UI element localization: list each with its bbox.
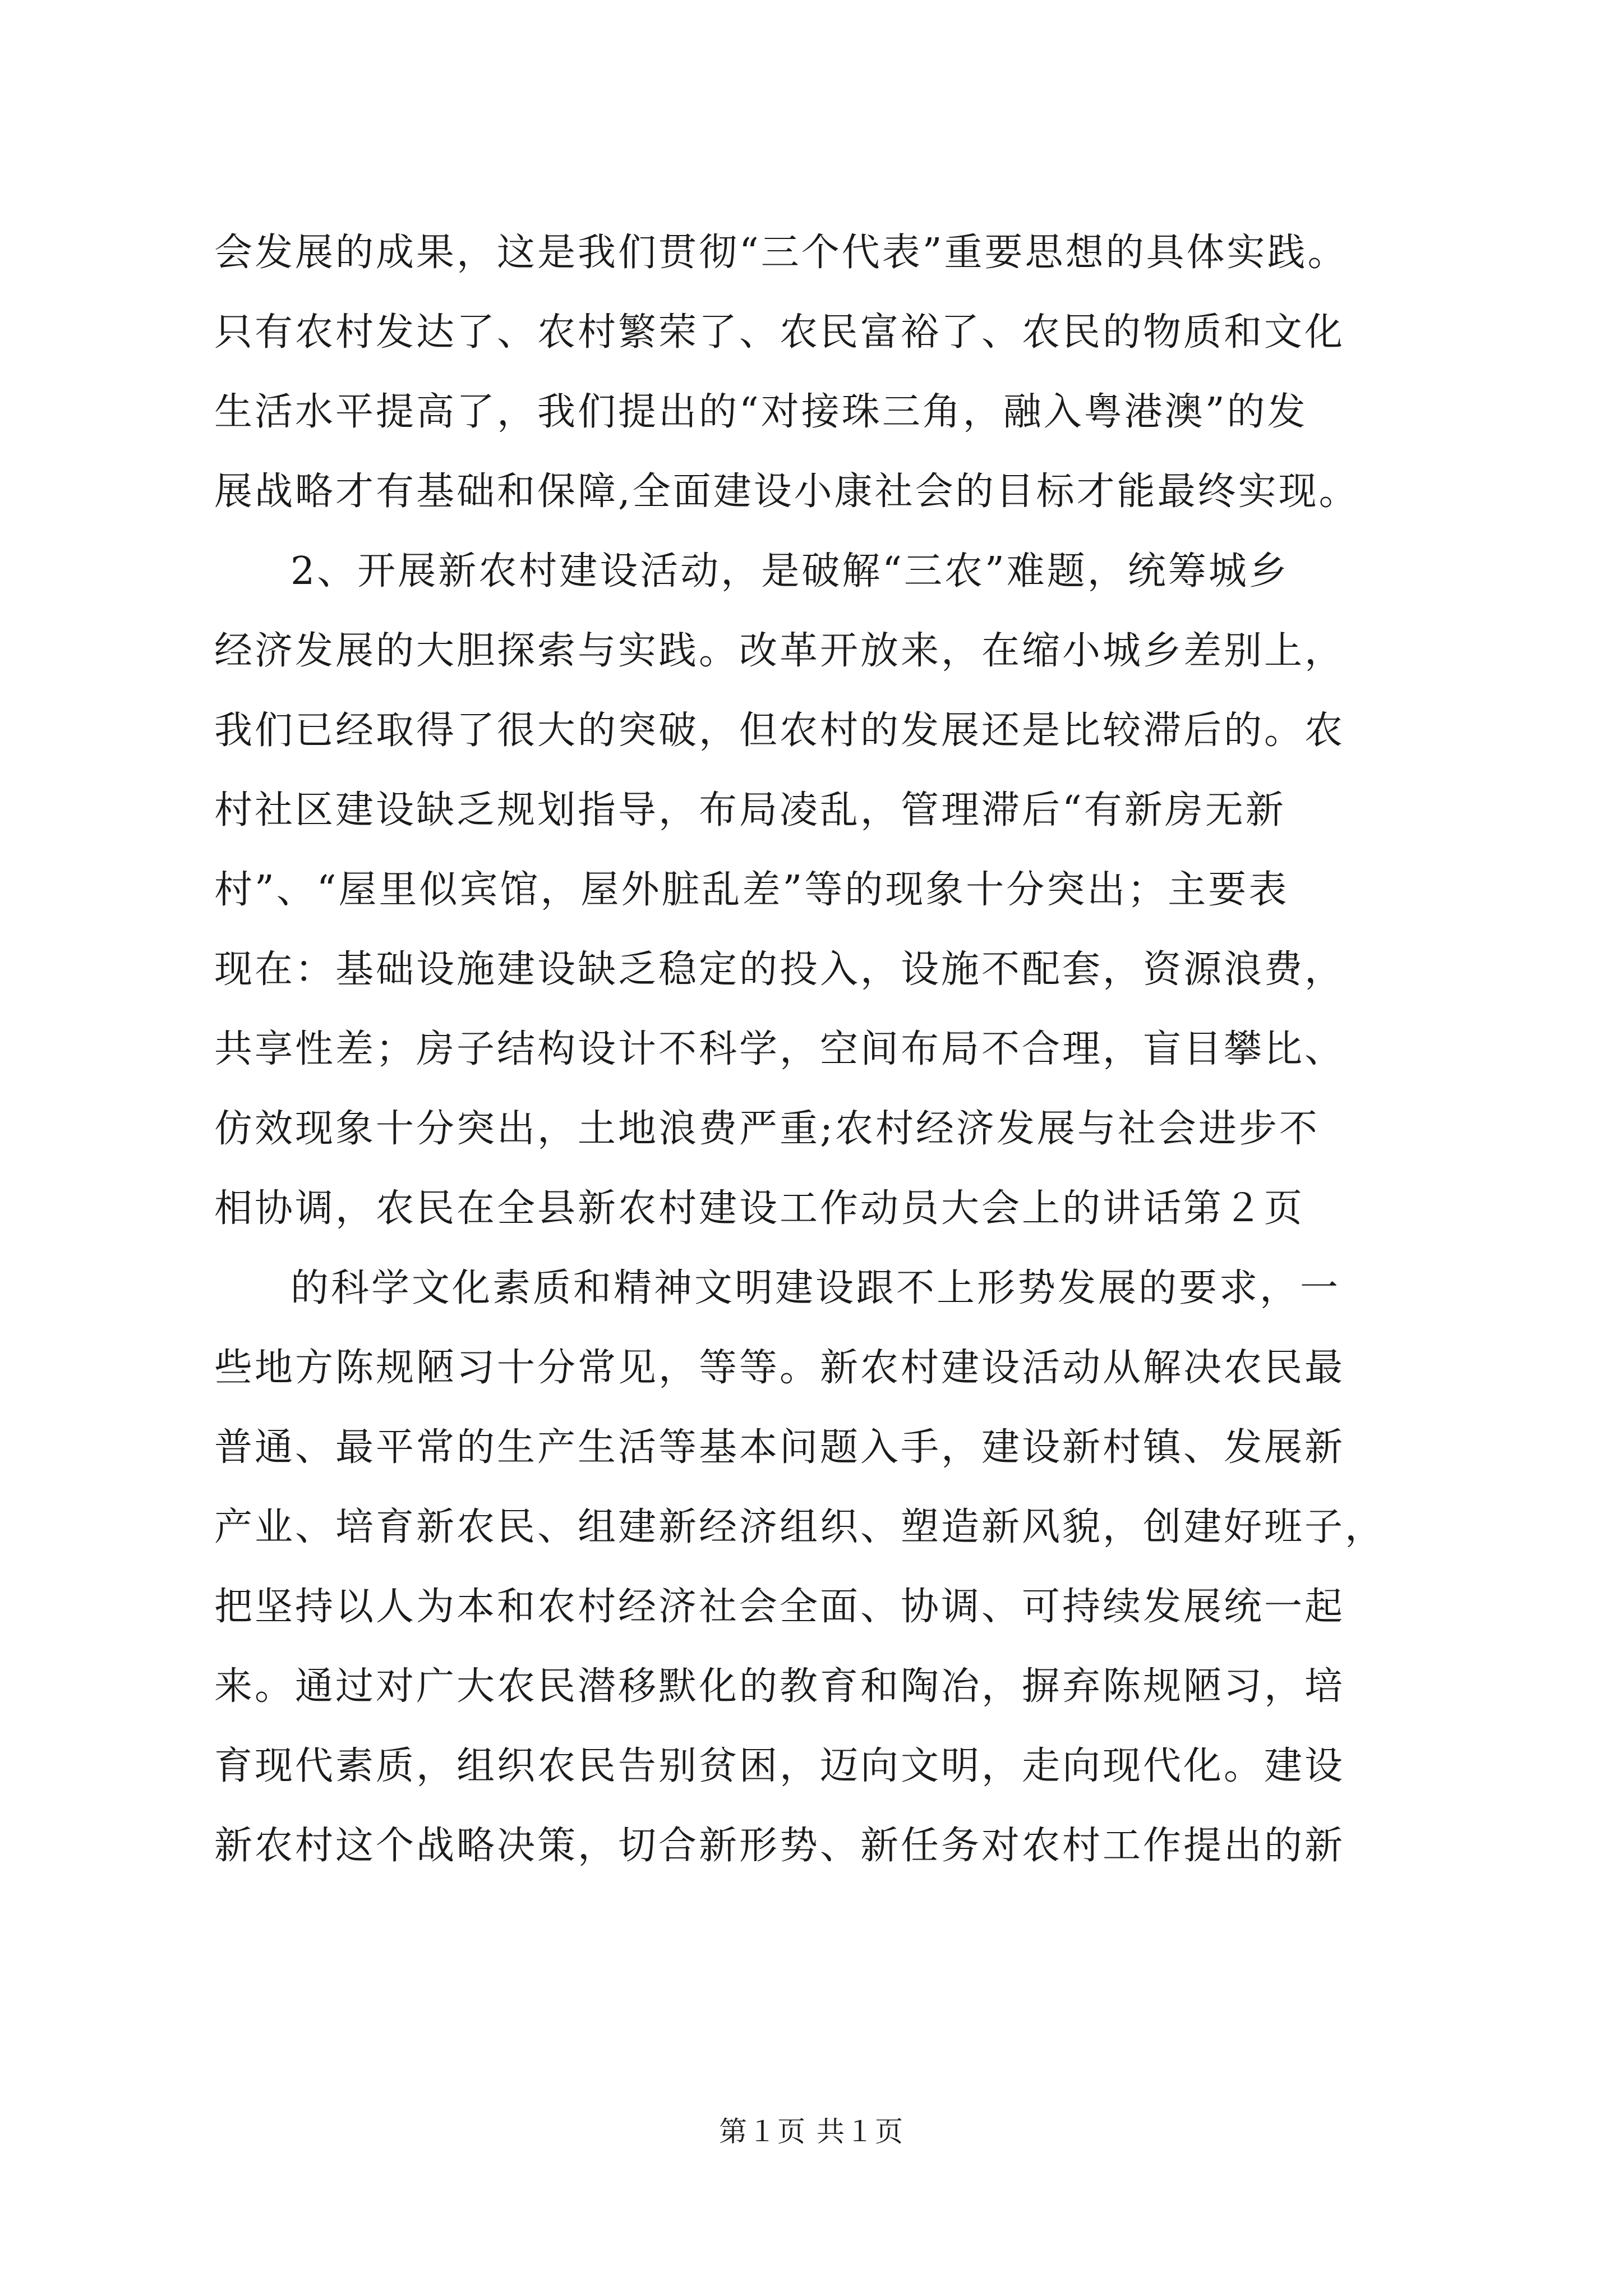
page-number: 第１页 共１页 bbox=[719, 2115, 904, 2148]
text-line: 仿效现象十分突出，土地浪费严重;农村经济发展与社会进步不 bbox=[214, 1107, 1320, 1151]
text-line: 新农村这个战略决策，切合新形势、新任务对农村工作提出的新 bbox=[214, 1824, 1345, 1868]
text-line: 产业、培育新农民、组建新经济组织、塑造新风貌，创建好班子， bbox=[214, 1505, 1386, 1549]
page-footer bbox=[0, 2109, 1623, 2150]
text-line: 会发展的成果，这是我们贯彻“三个代表”重要思想的具体实践。 bbox=[214, 231, 1348, 275]
text-line: 村”、“屋里似宾馆，屋外脏乱差”等的现象十分突出；主要表 bbox=[214, 868, 1289, 912]
text-line: 育现代素质，组织农民告别贫困，迈向文明，走向现代化。建设 bbox=[214, 1744, 1345, 1788]
text-line: 共享性差；房子结构设计不科学，空间布局不合理，盲目攀比、 bbox=[214, 1027, 1345, 1071]
text-line: 来。通过对广大农民潜移默化的教育和陶冶，摒弃陈规陋习，培 bbox=[214, 1664, 1345, 1709]
text-line: 普通、最平常的生产生活等基本问题入手，建设新村镇、发展新 bbox=[214, 1425, 1345, 1470]
text-line: 2、开展新农村建设活动，是破解“三农”难题，统筹城乡 bbox=[291, 549, 1289, 593]
text-line: 把坚持以人为本和农村经济社会全面、协调、可持续发展统一起 bbox=[214, 1585, 1345, 1629]
text-line: 的科学文化素质和精神文明建设跟不上形势发展的要求，一 bbox=[291, 1266, 1341, 1310]
text-line: 经济发展的大胆探索与实践。改革开放来，在缩小城乡差别上， bbox=[214, 629, 1345, 673]
text-line: 展战略才有基础和保障,全面建设小康社会的目标才能最终实现。 bbox=[214, 470, 1359, 514]
text-line: 村社区建设缺乏规划指导，布局凌乱，管理滞后“有新房无新 bbox=[214, 788, 1286, 832]
text-line: 些地方陈规陋习十分常见，等等。新农村建设活动从解决农民最 bbox=[214, 1346, 1345, 1390]
text-line: 现在：基础设施建设缺乏稳定的投入，设施不配套，资源浪费， bbox=[214, 947, 1345, 992]
text-line: 生活水平提高了，我们提出的“对接珠三角，融入粤港澳”的发 bbox=[214, 390, 1308, 434]
text-line: 我们已经取得了很大的突破，但农村的发展还是比较滞后的。农 bbox=[214, 708, 1345, 753]
text-line: 相协调，农民在全县新农村建设工作动员大会上的讲话第２页 bbox=[214, 1186, 1305, 1231]
text-line: 只有农村发达了、农村繁荣了、农民富裕了、农民的物质和文化 bbox=[214, 310, 1345, 355]
body-text bbox=[214, 213, 1414, 1886]
